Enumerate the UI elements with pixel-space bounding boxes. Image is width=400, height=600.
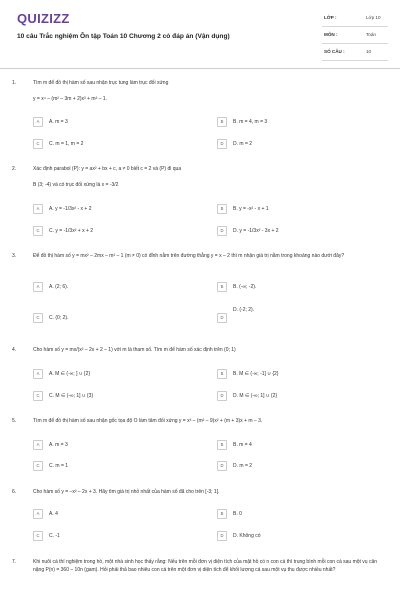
option-key: D [217,391,227,401]
question-formula: y = x⁴ – (m² – 3m + 2)x³ + m² – 1. [33,96,107,102]
question-text: Để đồ thị hàm số y = mx² – 2mx – m² – 1 (m ≠ 0) có đỉnh nằm trên đường thẳng y = x – 2 thì m nhận giá trị nằm trong khoảng nào dưới đây? [33,253,345,259]
option-text: A. 4 [49,510,58,517]
question-number: 4. [12,347,17,353]
option-text: A. m = 3 [49,441,68,448]
question-text: Tìm m để đồ thị hàm số sau nhận trục tung làm trục đối xứng [33,80,169,86]
meta-value: 10 [366,49,372,54]
option-key: A [33,440,43,450]
option-key: B [217,282,227,292]
option-key: C [33,391,43,401]
option-text: A. m = 3 [49,118,68,125]
option-key: A [33,369,43,379]
option-text: A. (2; 6). [49,283,69,290]
quizizz-logo: QUIZIZZ [17,11,70,26]
option-text: C. m = 1 [49,462,69,469]
option-text: B. M ∈ (-∞; -1] ∪ {2} [233,370,279,377]
question-text: Khi nuôi cá thí nghiệm trong hồ, một nhà sinh học thấy rằng: Nếu trên mỗi đơn vị diện tích của mặt hồ có n con cá thì trung bình mỗi con cá sau một vụ cân nặng P(n) = 360 – 10n (gam). Hỏi phải thả bao nhiêu con cá trên một đơn vị diện tích để khối lượng cá sau một vụ thu được nhiều nhất? [33,559,378,573]
option-key: A [33,117,43,127]
option-text: B. 0 [233,510,242,517]
option-key: D [217,139,227,149]
option-key: D [217,461,227,471]
option-key: D [217,531,227,541]
question-number: 7. [12,559,17,565]
option-key: A [33,509,43,519]
meta-value: Toán [366,32,376,37]
worksheet-title: 10 câu Trắc nghiệm Ôn tập Toán 10 Chương 2 có đáp án (Vận dụng) [17,33,230,40]
option-text: D. y = -1/3x² - 3x + 2 [233,227,279,234]
meta-row-count [322,44,388,61]
question-text: Xác định parabol (P): y = ax² + bx + c, a ≠ 0 biết c = 2 và (P) đi qua [33,166,182,172]
meta-table [322,10,388,61]
meta-label: MÔN : [324,32,338,37]
option-key: D [217,313,227,323]
header-divider [0,68,400,69]
option-text: D. m = 2 [233,140,253,147]
meta-row-subject [322,27,388,44]
option-key: C [33,139,43,149]
option-key: B [217,509,227,519]
option-key: B [217,117,227,127]
question-number: 1. [12,80,17,86]
option-key: C [33,531,43,541]
option-text: D. m = 2 [233,462,253,469]
option-text: C. (0; 2). [49,314,69,321]
option-key: B [217,440,227,450]
option-key: A [33,282,43,292]
option-key: A [33,204,43,214]
option-key: C [33,226,43,236]
option-key: B [217,204,227,214]
question-text: Cho hàm số y = mx/(x² – 2x + 2 – 1) với m là tham số. Tìm m để hàm số xác định trên (0; 1) [33,347,236,353]
question-formula: B (3; -4) và có trục đối xứng là x = -3/2 [33,182,119,188]
option-key: C [33,313,43,323]
header [0,0,400,68]
question-number: 6. [12,489,17,495]
option-text: D. Không có [233,532,261,539]
option-text: A. M ∈ (-∞; ] ∪ {2} [49,370,91,377]
option-text: C. -1 [49,532,60,539]
option-text: B. y = -x² - x + 1 [233,205,269,212]
option-text: A. y = -1/3x² - x + 2 [49,205,92,212]
meta-label: SỐ CÂU : [324,49,345,54]
question-number: 2. [12,166,17,172]
question-text: Tìm m để đồ thị hàm số sau nhận gốc tọa độ O làm tâm đối xứng y = x³ – (m² – 9)x² + (m + 3)x + m – 3. [33,418,263,424]
option-text: B. (-∞; -2). [233,283,257,290]
option-text: B. m = 4 [233,441,252,448]
option-key: B [217,369,227,379]
option-text: D. (-2; 2). [233,306,255,313]
meta-label: LỚP : [324,15,337,20]
question-number: 5. [12,418,17,424]
question-number: 3. [12,253,17,259]
option-text: C. M ∈ (-∞; 1] ∪ {3} [49,392,94,399]
meta-row-class [322,10,388,27]
option-text: D. M ∈ (-∞; 1] ∪ {2} [233,392,278,399]
option-key: C [33,461,43,471]
option-text: B. m = 4, m = 3 [233,118,268,125]
meta-value: Lớp 10 [366,15,381,20]
option-text: C. m = 1, m = 2 [49,140,84,147]
question-text: Cho hàm số y = –x² – 2x + 3. Hãy tìm giá trị nhỏ nhất của hàm số đã cho trên [-3; 1]. [33,489,220,495]
option-text: C. y = -1/3x² + x + 2 [49,227,94,234]
option-key: D [217,226,227,236]
